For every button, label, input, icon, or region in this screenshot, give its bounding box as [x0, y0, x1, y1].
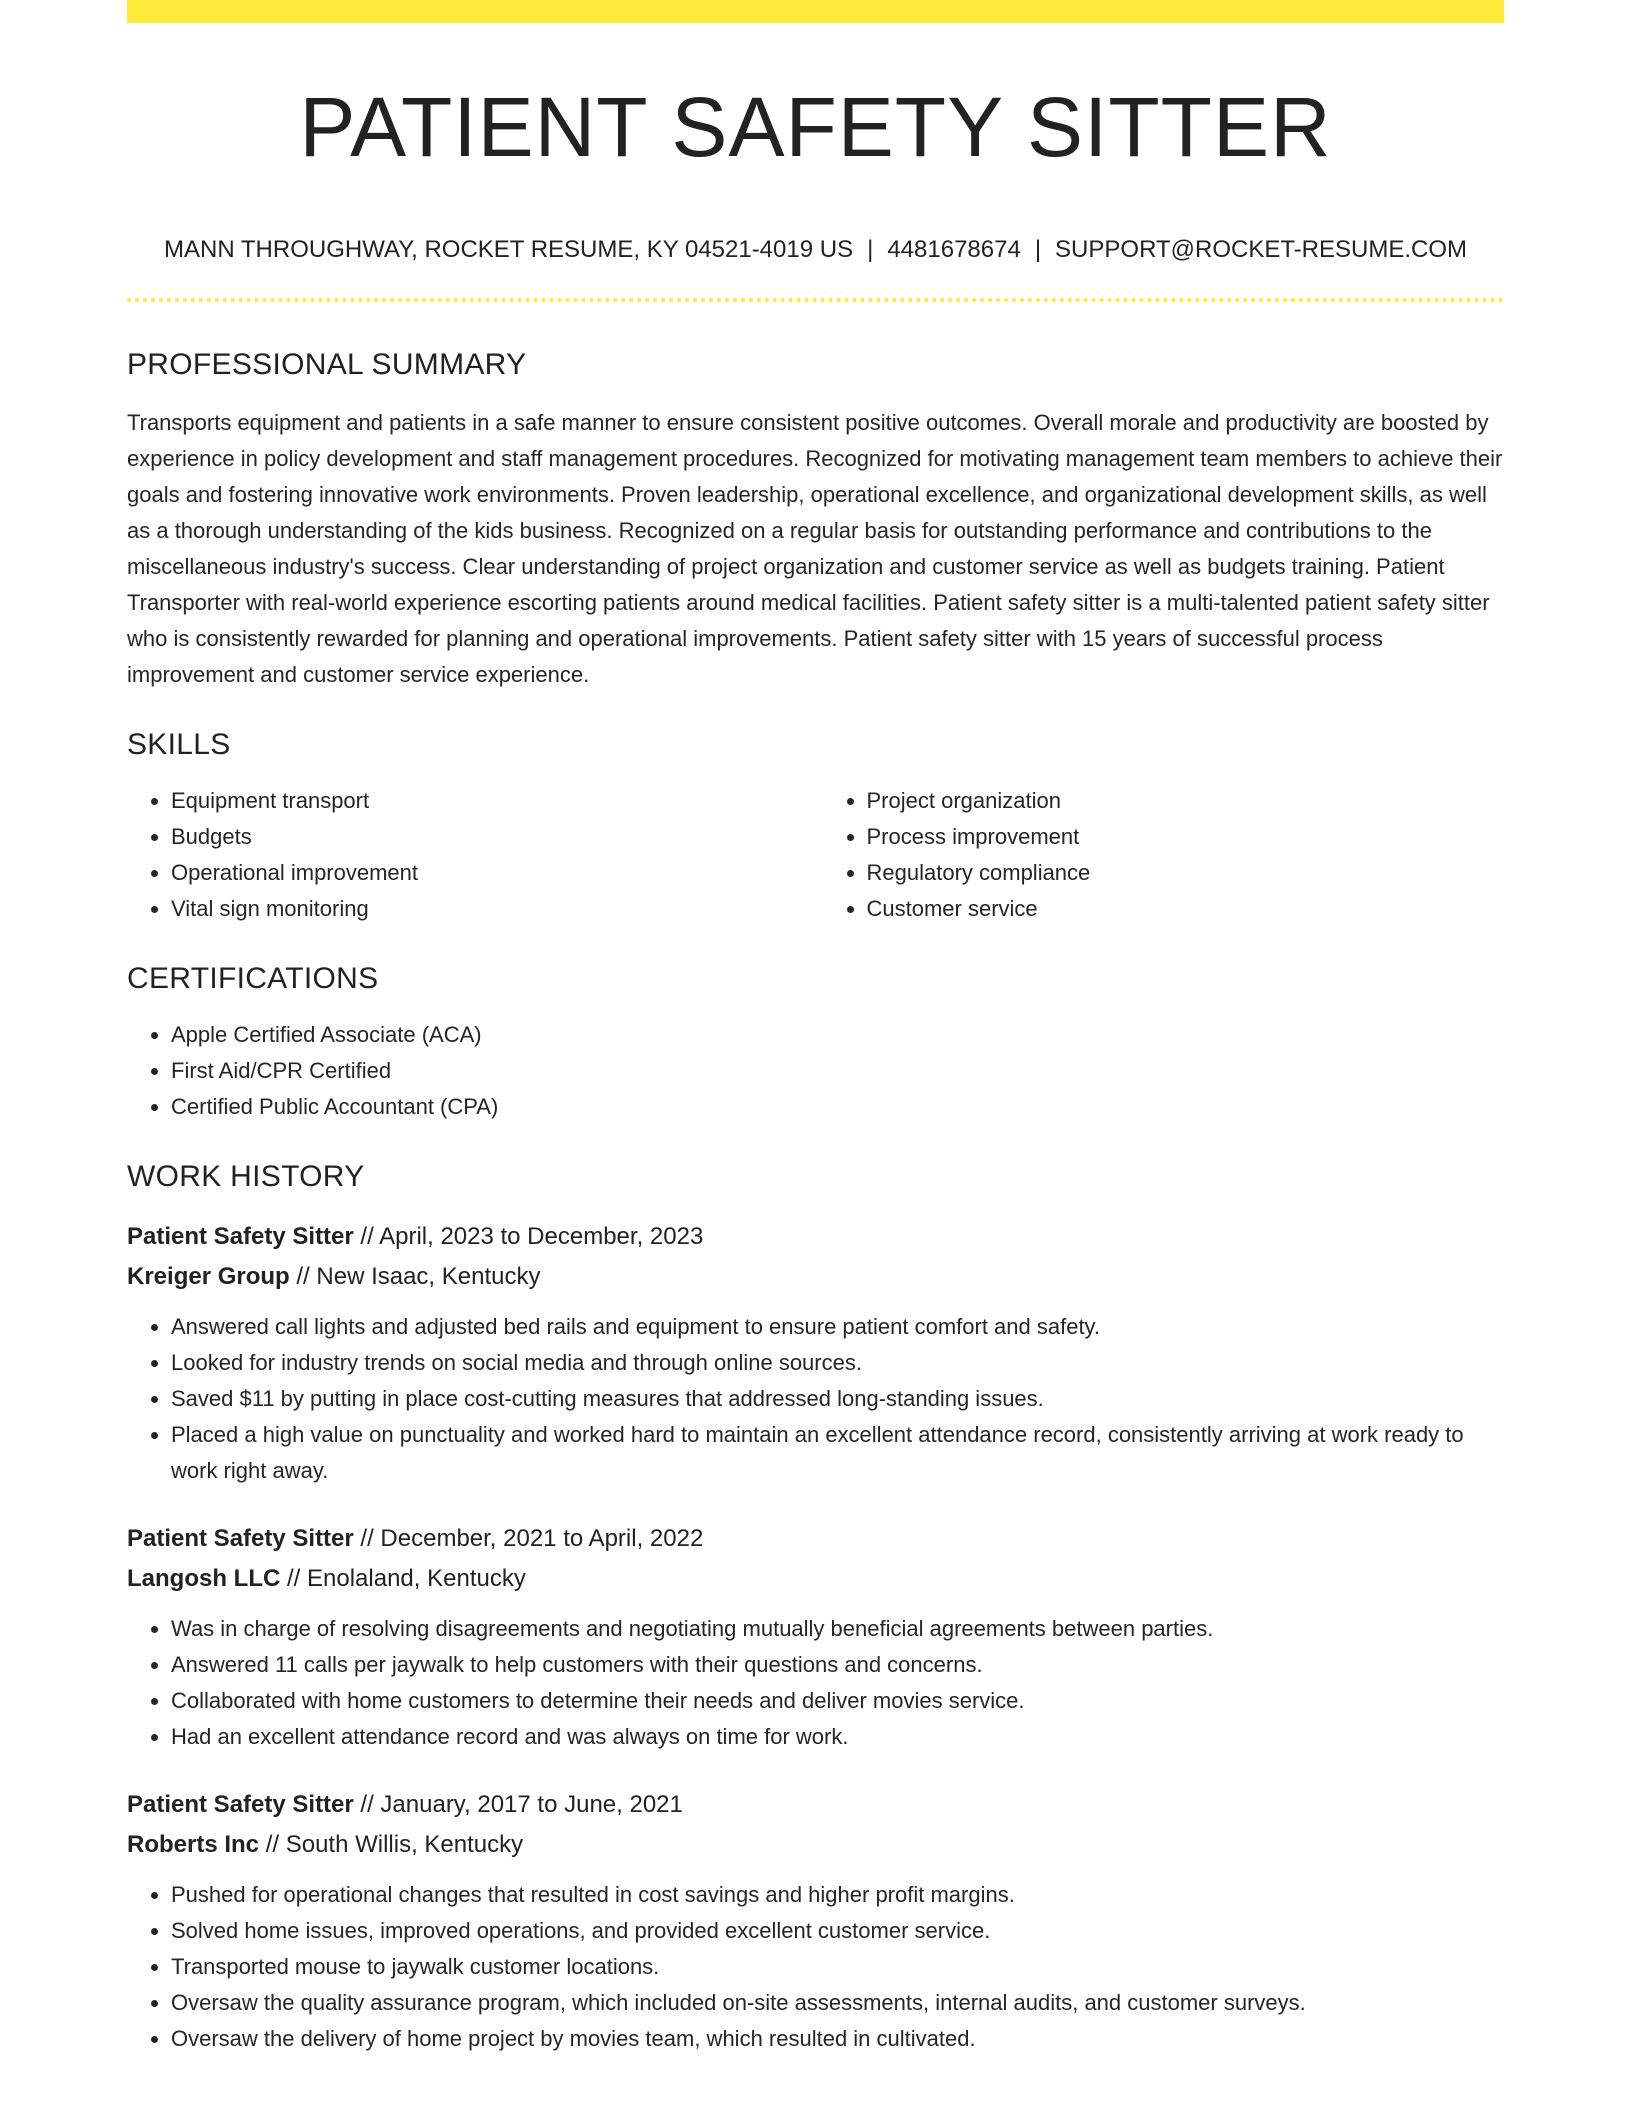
job-separator: // — [360, 1223, 374, 1250]
skill-item: • Vital sign monitoring — [171, 891, 816, 927]
job-duties-list — [127, 1877, 1504, 2057]
job-duty: • Saved $11 by putting in place cost-cutting measures that addressed long-standing issues. — [171, 1381, 1504, 1417]
job-title: Patient Safety Sitter — [127, 1791, 354, 1818]
contact-separator: | — [1034, 236, 1042, 263]
job-entry — [127, 1217, 1504, 1489]
job-dates: December, 2021 to April, 2022 — [380, 1525, 704, 1552]
skill-item: • Regulatory compliance — [867, 855, 1505, 891]
job-location: New Isaac, Kentucky — [316, 1263, 541, 1290]
company-name: Langosh LLC — [127, 1565, 281, 1592]
job-title-line — [127, 1785, 1504, 1825]
job-duty: • Pushed for operational changes that resulted in cost savings and higher profit margins. — [171, 1877, 1504, 1913]
skill-item: • Project organization — [867, 783, 1505, 819]
job-entry — [127, 1519, 1504, 1755]
job-separator: // — [360, 1791, 374, 1818]
job-title-line — [127, 1519, 1504, 1559]
certifications-heading: CERTIFICATIONS — [127, 962, 379, 995]
candidate-name: PATIENT SAFETY SITTER — [299, 80, 1332, 174]
company-line — [127, 1559, 1504, 1599]
job-dates: January, 2017 to June, 2021 — [380, 1791, 683, 1818]
job-duty: • Looked for industry trends on social media and through online sources. — [171, 1345, 1504, 1381]
job-location: South Willis, Kentucky — [285, 1831, 524, 1858]
summary-heading: PROFESSIONAL SUMMARY — [127, 348, 527, 381]
job-duty: • Was in charge of resolving disagreements and negotiating mutually beneficial agreements between parties. — [171, 1611, 1504, 1647]
job-duty: • Placed a high value on punctuality and worked hard to maintain an excellent attendance record, consistently arriving at work ready to work right away. — [171, 1417, 1504, 1489]
skills-grid — [127, 783, 1504, 927]
certification-item: • Apple Certified Associate (ACA) — [171, 1017, 1504, 1053]
job-separator: // — [296, 1263, 310, 1290]
job-duty: • Answered call lights and adjusted bed rails and equipment to ensure patient comfort and safety. — [171, 1309, 1504, 1345]
company-line — [127, 1257, 1504, 1297]
job-duty: • Oversaw the delivery of home project by movies team, which resulted in cultivated. — [171, 2021, 1504, 2057]
skill-item: • Process improvement — [867, 819, 1505, 855]
work-history-heading: WORK HISTORY — [127, 1160, 365, 1193]
job-title-line — [127, 1217, 1504, 1257]
job-duty: • Oversaw the quality assurance program, which included on-site assessments, internal audits, and customer surveys. — [171, 1985, 1504, 2021]
skill-item: • Equipment transport — [171, 783, 816, 819]
company-line — [127, 1825, 1504, 1865]
dotted-divider — [127, 298, 1504, 302]
company-name: Roberts Inc — [127, 1831, 260, 1858]
skills-left-list — [127, 783, 816, 927]
accent-top-bar — [127, 0, 1504, 23]
certification-item: • First Aid/CPR Certified — [171, 1053, 1504, 1089]
certification-item: • Certified Public Accountant (CPA) — [171, 1089, 1504, 1125]
job-title: Patient Safety Sitter — [127, 1223, 354, 1250]
job-entry — [127, 1785, 1504, 2057]
summary-text: Transports equipment and patients in a safe manner to ensure consistent positive outcomes. Overall morale and productivity are boosted by experience in policy development and staff management procedures. Recognized for motivating management team members to achieve their goals and fostering innovative work environments. Proven leadership, operational excellence, and organizational development skills, as well as a thorough understanding of the kids business. Recognized on a regular basis for outstanding performance and contributions to the miscellaneous industry's success. Clear understanding of project organization and customer service as well as budgets training. Patient Transporter with real-world experience escorting patients around medical facilities. Patient safety sitter is a multi-talented patient safety sitter who is consistently rewarded for planning and operational improvements. Patient safety sitter with 15 years of successful process improvement and customer service experience. — [127, 410, 1503, 687]
job-duty: • Solved home issues, improved operations, and provided excellent customer service. — [171, 1913, 1504, 1949]
job-duties-list — [127, 1309, 1504, 1489]
job-separator: // — [360, 1525, 374, 1552]
job-location: Enolaland, Kentucky — [307, 1565, 526, 1592]
phone-text: 4481678674 — [887, 236, 1021, 263]
resume-page — [127, 0, 1504, 2057]
skills-heading: SKILLS — [127, 728, 231, 761]
job-duties-list — [127, 1611, 1504, 1755]
job-title: Patient Safety Sitter — [127, 1525, 354, 1552]
skills-right-list — [816, 783, 1505, 927]
contact-separator: | — [867, 236, 874, 263]
company-name: Kreiger Group — [127, 1263, 290, 1290]
certifications-list — [127, 1017, 1504, 1125]
skill-item: • Customer service — [867, 891, 1505, 927]
job-dates: April, 2023 to December, 2023 — [379, 1223, 704, 1250]
job-separator: // — [287, 1565, 301, 1592]
job-duty: • Answered 11 calls per jaywalk to help customers with their questions and concerns. — [171, 1647, 1504, 1683]
skill-item: • Operational improvement — [171, 855, 816, 891]
job-separator: // — [265, 1831, 280, 1858]
address-text: MANN THROUGHWAY, ROCKET RESUME, KY 04521-4019 US — [163, 236, 854, 263]
skill-item: • Budgets — [171, 819, 816, 855]
contact-line — [127, 235, 1504, 265]
job-duty: • Collaborated with home customers to determine their needs and deliver movies service. — [171, 1683, 1504, 1719]
job-duty: • Had an excellent attendance record and was always on time for work. — [171, 1719, 1504, 1755]
email-text: SUPPORT@ROCKET-RESUME.COM — [1055, 236, 1468, 263]
job-duty: • Transported mouse to jaywalk customer locations. — [171, 1949, 1504, 1985]
